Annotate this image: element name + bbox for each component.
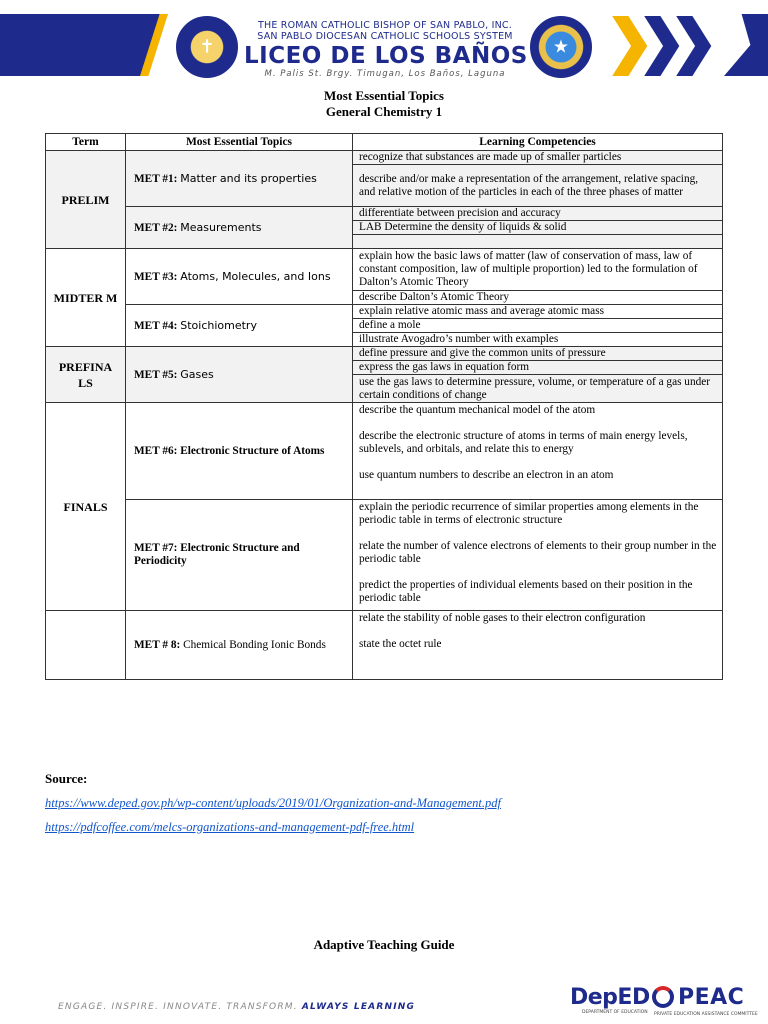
table-row (46, 305, 723, 319)
peac-logo: PEAC (678, 985, 745, 1010)
letterhead (0, 0, 768, 84)
term-cell (46, 611, 126, 680)
topic-cell (126, 305, 353, 347)
table-row (46, 500, 723, 611)
topic-cell (126, 500, 353, 611)
source-link[interactable]: https://www.deped.gov.ph/wp-content/uploads/2019/01/Organization-and-Management.pdf (45, 796, 501, 810)
topics-table (45, 133, 723, 680)
competency-cell: describe and/or make a representation of the arrangement, relative spacing, and relative motion of the particles in each of the three phases of matter (353, 165, 723, 207)
school-address: M. Palis St. Brgy. Timugan, Los Baños, Laguna (264, 69, 506, 79)
topic-code: MET #4: (134, 319, 178, 332)
competency-cell (353, 500, 723, 611)
deped-logo-subtitle: DEPARTMENT OF EDUCATION (582, 1010, 648, 1015)
deped-logo: DepED (570, 985, 650, 1010)
source-label: Source: (45, 771, 88, 786)
competency-cell (353, 403, 723, 500)
source-link[interactable]: https://pdfcoffee.com/melcs-organizations-and-management-pdf-free.html (45, 820, 415, 834)
competency-item: relate the stability of noble gases to their electron configuration (359, 612, 646, 624)
table-row (46, 207, 723, 221)
competency-cell: express the gas laws in equation form (353, 361, 723, 375)
competency-cell: describe Dalton’s Atomic Theory (353, 291, 723, 305)
chevron-right-icon (596, 16, 650, 76)
competency-cell (353, 611, 723, 680)
column-header-topics: Most Essential Topics (126, 134, 353, 151)
topic-name: Gases (180, 367, 214, 381)
guide-title: Adaptive Teaching Guide (313, 937, 455, 952)
topic-code: MET # 8: (134, 638, 181, 651)
competency-item: use quantum numbers to describe an electron in an atom (359, 469, 614, 481)
table-row (46, 249, 723, 291)
competency-cell: explain how the basic laws of matter (law of conservation of mass, law of constant composition, law of multiple proportion) led to the formulation of Dalton’s Atomic Theory (353, 249, 723, 291)
header-right-banner (724, 14, 768, 76)
table-row (46, 403, 723, 500)
topic-cell (126, 151, 353, 207)
column-header-competencies: Learning Competencies (353, 134, 723, 151)
term-cell: FINALS (46, 403, 126, 611)
tagline-text: ENGAGE. INSPIRE. INNOVATE. TRANSFORM. (58, 1002, 298, 1012)
topic-code: MET #1: (134, 172, 178, 185)
competency-cell: use the gas laws to determine pressure, volume, or temperature of a gas under certain conditions of change (353, 375, 723, 403)
competency-item: relate the number of valence electrons of elements to their group number in the periodic table (359, 540, 717, 565)
competency-item: describe the electronic structure of atoms in terms of main energy levels, sublevels, and orbitals, and relate this to energy (359, 430, 688, 455)
competency-cell: differentiate between precision and accuracy (353, 207, 723, 221)
school-system-name: SAN PABLO DIOCESAN CATHOLIC SCHOOLS SYSTEM (257, 31, 513, 42)
competency-item: explain the periodic recurrence of similar properties among elements in the periodic table in terms of electronic structure (359, 501, 699, 526)
competency-cell (353, 235, 723, 249)
letterhead-text (244, 20, 526, 79)
school-name: LICEO DE LOS BAÑOS (244, 43, 528, 69)
peac-logo-subtitle: PRIVATE EDUCATION ASSISTANCE COMMITTEE (654, 1012, 758, 1017)
competency-cell: LAB Determine the density of liquids & solid (353, 221, 723, 235)
topic-code: MET #3: (134, 270, 178, 283)
topic-cell (126, 347, 353, 403)
tagline-emphasis: ALWAYS LEARNING (301, 1002, 416, 1012)
topic-cell (126, 611, 353, 680)
competency-cell: define a mole (353, 319, 723, 333)
header-left-banner (0, 14, 168, 76)
term-cell: PRELIM (46, 151, 126, 249)
term-cell: MIDTER M (46, 249, 126, 347)
table-row (46, 347, 723, 361)
topic-cell (126, 403, 353, 500)
document-title: Most Essential Topics (324, 88, 444, 103)
topic-cell (126, 207, 353, 249)
competency-cell: illustrate Avogadro’s number with examples (353, 333, 723, 347)
competency-cell: define pressure and give the common units of pressure (353, 347, 723, 361)
footer-tagline (58, 1002, 415, 1012)
organization-name: THE ROMAN CATHOLIC BISHOP OF SAN PABLO, INC. (258, 20, 512, 31)
table-header-row (46, 134, 723, 151)
term-cell: PREFINA LS (46, 347, 126, 403)
competency-item: predict the properties of individual elements based on their position in the periodic table (359, 579, 693, 604)
topic-name: Chemical Bonding Ionic Bonds (183, 638, 326, 651)
table-row (46, 611, 723, 680)
topic-code: MET #2: (134, 221, 178, 234)
topic-code: MET #6: Electronic Structure of Atoms (134, 444, 325, 457)
topic-name: Measurements (180, 220, 262, 234)
topic-name: Stoichiometry (180, 318, 257, 332)
competency-item: describe the quantum mechanical model of the atom (359, 404, 596, 416)
topic-name: Matter and its properties (180, 171, 317, 185)
topic-name: Atoms, Molecules, and Ions (180, 269, 331, 283)
competency-item: state the octet rule (359, 638, 442, 650)
competency-cell: explain relative atomic mass and average atomic mass (353, 305, 723, 319)
subject-title: General Chemistry 1 (325, 104, 443, 119)
topic-code: MET #7: Electronic Structure and Periodicity (134, 542, 300, 567)
column-header-term: Term (46, 134, 126, 151)
competency-cell: recognize that substances are made up of smaller particles (353, 151, 723, 165)
school-seal-icon: ★ (530, 16, 592, 78)
table-row (46, 151, 723, 165)
peac-logo-icon (652, 986, 674, 1008)
topic-code: MET #5: (134, 368, 178, 381)
diocese-seal-icon: ✝ (176, 16, 238, 78)
topic-cell (126, 249, 353, 305)
